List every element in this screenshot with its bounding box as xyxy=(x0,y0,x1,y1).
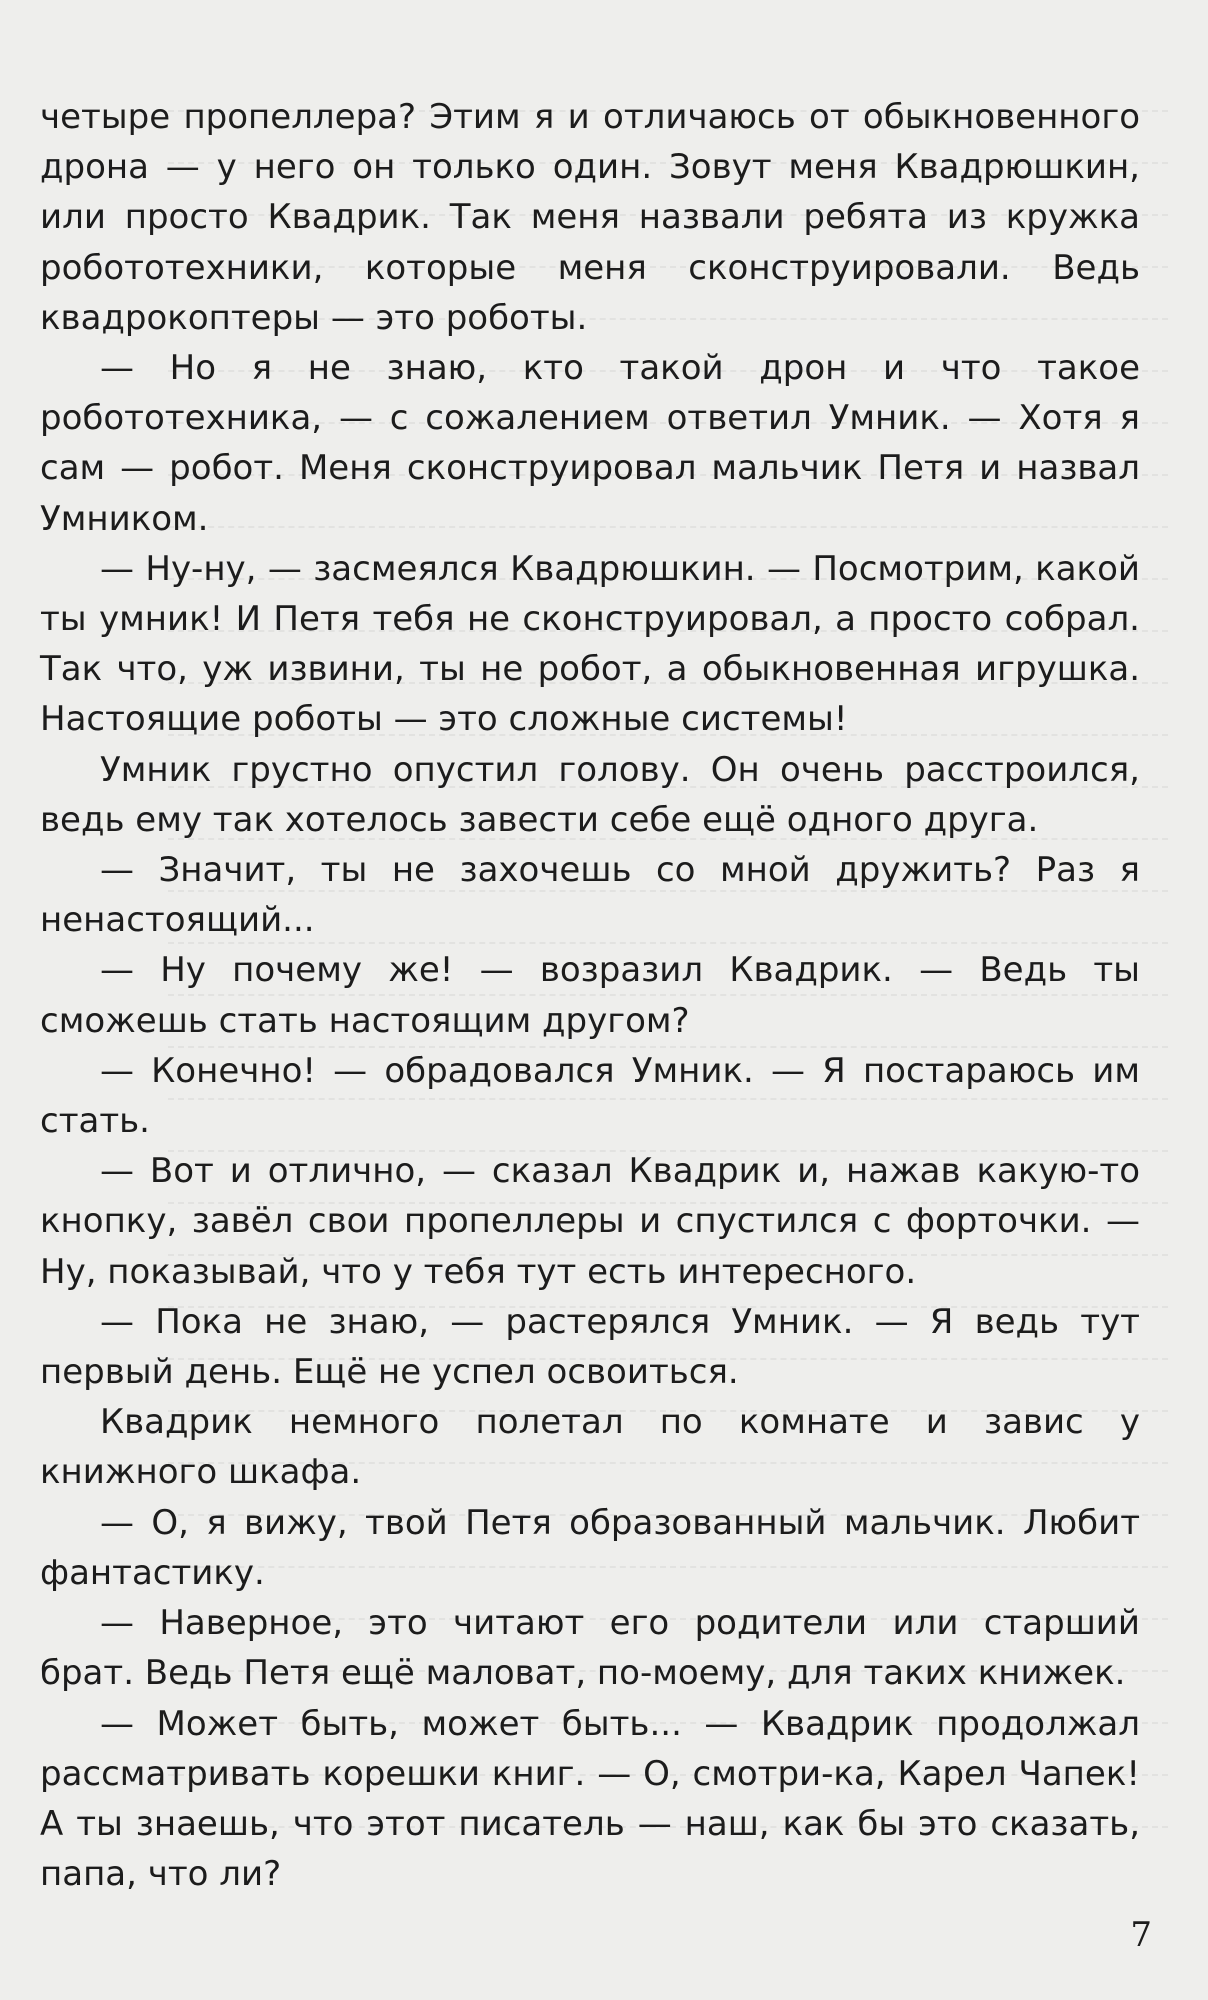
paragraph: — Ну-ну, — засмеялся Квадрюшкин. — Посмотрим, какой ты умник! И Петя тебя не сконструировал, а просто собрал. Так что, уж извини, ты не робот, а обыкновенная игрушка. Настоящие роботы — это сложные системы! xyxy=(40,548,1140,740)
paragraph: — Конечно! — обрадовался Умник. — Я постараюсь им стать. xyxy=(40,1050,1140,1142)
paragraph: четыре пропеллера? Этим я и отличаюсь от обыкновенного дрона — у него он только один. Зовут меня Квадрюшкин, или просто Квадрик. Так меня назвали ребята из кружка робототехники, которые меня сконструировали. Ведь квадрокоптеры — это роботы. xyxy=(40,97,1140,338)
paragraph: — Наверное, это читают его родители или старший брат. Ведь Петя ещё маловат, по-моему, для таких книжек. xyxy=(40,1603,1140,1694)
body-text xyxy=(40,92,1140,1899)
page-number: 7 xyxy=(1130,1915,1152,1955)
paragraph: Умник грустно опустил голову. Он очень расстроился, ведь ему так хотелось завести себе ещё одного друга. xyxy=(40,749,1140,840)
paragraph: — Может быть, может быть... — Квадрик продолжал рассматривать корешки книг. — О, смотри-ка, Карел Чапек! А ты знаешь, что этот писатель — наш, как бы это сказать, папа, что ли? xyxy=(40,1703,1140,1895)
paragraph: — Но я не знаю, кто такой дрон и что такое робототехника, — с сожалением ответил Умник. — Хотя я сам — робот. Меня сконструировал мальчик Петя и назвал Умником. xyxy=(40,348,1140,539)
paragraph: — Вот и отлично, — сказал Квадрик и, нажав какую-то кнопку, завёл свои пропеллеры и спустился с форточки. — Ну, показывай, что у тебя тут есть интересного. xyxy=(40,1151,1140,1292)
paragraph: — Ну почему же! — возразил Квадрик. — Ведь ты сможешь стать настоящим другом? xyxy=(40,950,1140,1041)
paragraph: — Значит, ты не захочешь со мной дружить? Раз я ненастоящий... xyxy=(40,850,1140,941)
paragraph: Квадрик немного полетал по комнате и завис у книжного шкафа. xyxy=(40,1402,1140,1493)
paragraph: — Пока не знаю, — растерялся Умник. — Я ведь тут первый день. Ещё не успел освоиться. xyxy=(40,1301,1140,1393)
paragraph: — О, я вижу, твой Петя образованный мальчик. Любит фантастику. xyxy=(40,1502,1140,1593)
